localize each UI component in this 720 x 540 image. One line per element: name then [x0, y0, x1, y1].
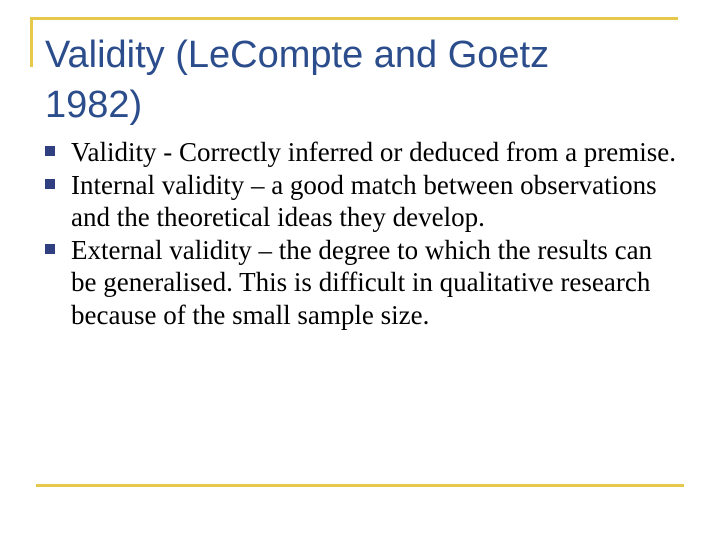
bullet-text: External validity – the degree to which the results can be generalised. This is difficult in qualitative research because of the small sample size.: [71, 234, 653, 330]
top-rule: [30, 17, 678, 20]
square-bullet-icon: [45, 179, 55, 189]
bullet-text: Internal validity – a good match between observations and the theoretical ideas they develop.: [71, 169, 657, 232]
bullet-text: Validity - Correctly inferred or deduced from a premise.: [71, 137, 677, 167]
bullet-item: [45, 136, 680, 169]
bullet-item: [45, 234, 680, 332]
left-rule: [30, 17, 33, 67]
bullet-list: [45, 136, 680, 331]
square-bullet-icon: [45, 244, 55, 254]
square-bullet-icon: [45, 146, 55, 156]
bullet-item: [45, 169, 680, 234]
bottom-rule: [36, 484, 684, 487]
slide-title: Validity (LeCompte and Goetz 1982): [45, 34, 550, 126]
